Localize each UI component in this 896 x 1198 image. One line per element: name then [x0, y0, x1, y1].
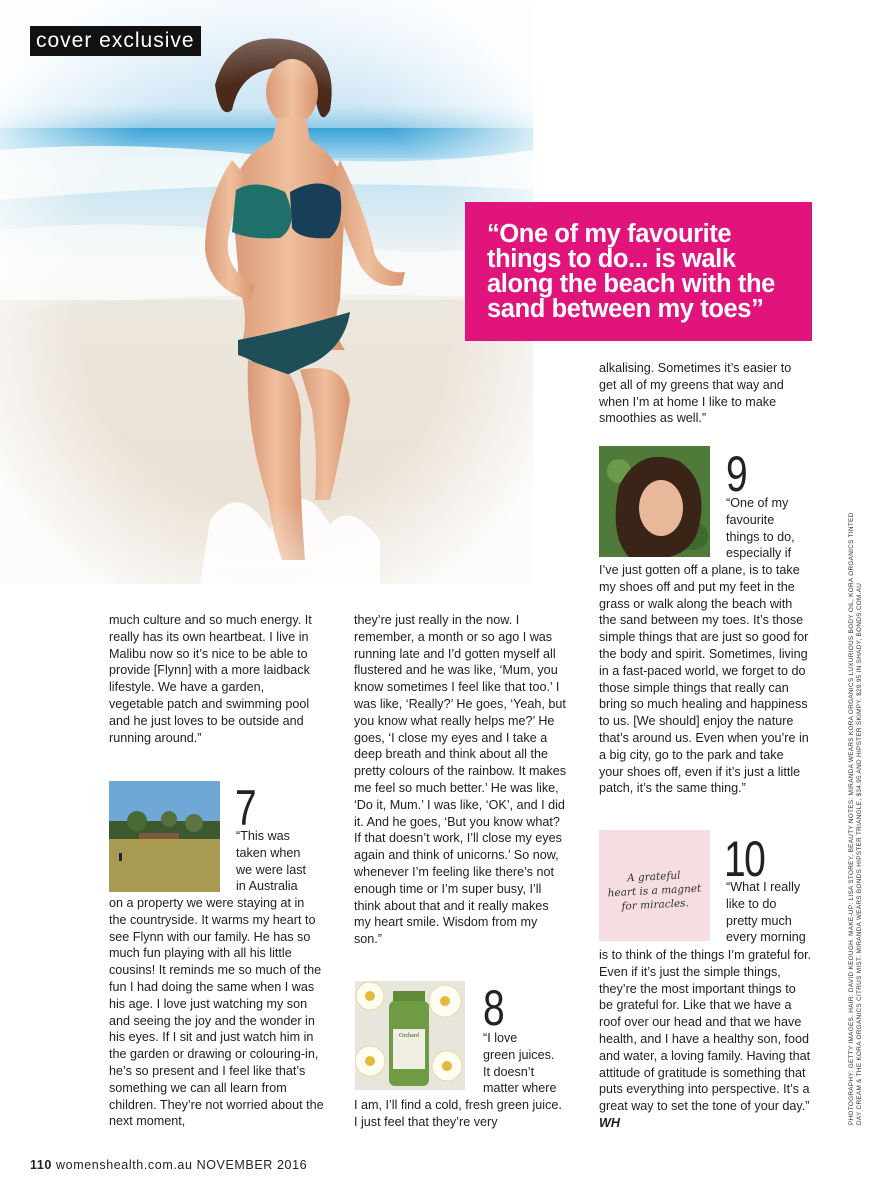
item-8-lead-line: green juices.: [483, 1047, 555, 1062]
item-7-number: 7: [235, 780, 256, 836]
item-9-body: [599, 562, 811, 797]
gratitude-quote: [599, 867, 710, 915]
column-2-body-text: they’re just really in the now. I remember, a month or so ago I was running late and I’d gotten myself all flustered and he was like, ‘Mum, you know sometimes I feel like that too.’ I was like, ‘Really?’ He goes, ‘Yeah, but you know what really helps me?’ He goes, ‘I close my eyes and I take a deep breath and think about all the pretty colours of the rainbow. It makes me feel so much better.’ He was like, ‘Do it, Mum.’ I was like, ‘OK’, and I did it. And he goes, ‘But you know what? If that doesn’t work, I’ll close my eyes again and think of unicorns.’ So now, whenever I’m feeling like there’s not enough time or I’m super busy, I’ll think about that and it really makes my heart smile. Wisdom from my son.”: [354, 613, 567, 947]
gratitude-quote-line: for miracles.: [621, 897, 690, 913]
item-9-body-text: I’ve just gotten off a plane, is to take my shoes off and put my feet in the grass or walk along the beach with the sand between my toes. It’s those simple things that are just so good for the body and spirit. Sometimes, living in a fast-paced world, we forget to do those simple things that really can bring so much healing and happiness to us. [We should] enjoy the nature that’s around us. Even when you’re in a big city, go to the park and take your shoes off, even if it’s just a little patch, it’s the same thing.”: [599, 563, 809, 796]
item-8-number: 8: [483, 980, 504, 1036]
item-10-lead-line: like to do: [726, 896, 777, 911]
footer-issue: NOVEMBER 2016: [196, 1158, 308, 1172]
item-8-body-text: I am, I’ll find a cold, fresh green juice. I just feel that they’re very: [354, 1098, 562, 1129]
item-7-lead-line: taken when: [236, 845, 301, 860]
item-8-lead: [483, 1030, 573, 1097]
item-8-photo: [355, 981, 465, 1090]
item-7-body-text: on a property we were staying at in the countryside. It warms my heart to see Flynn with our family. He has so much fun playing with all his little cousins! It reminds me so much of the fun I had doing the same when I was his age. I love just watching my son and seeing the joy and the wonder in his eyes. If I sit and just watch him in the garden or drawing or colouring-in, he’s so present and I feel like that’s something we can all learn from children. They’re not worried about the next moment,: [109, 896, 324, 1129]
item-9-lead-line: “One of my: [726, 496, 789, 510]
photo-credits: PHOTOGRAPHY: GETTY IMAGES. HAIR: DAVID KEOUGH. MAKE-UP: LISA STOREY. BEAUTY NOTES: MIRANDA WEARS KORA ORGANICS LUXURIOUS BODY OIL, KORA ORGANICS TINTED DAY CREAM & THE KORA ORGANICS CITRUS MIST. MIRANDA WEARS BONDS HIPSTER TRIANGLE, $34.95 AND HIPSTER SKIMPY, $29.95 IN SHADY, BONDS.COM.AU: [848, 512, 863, 1125]
item-10-body-text: [599, 947, 813, 1132]
column-1-intro-text: much culture and so much energy. It really has its own heartbeat. I live in Malibu now so it’s nice to be able to provide [Flynn] with a more laidback lifestyle. We have a garden, vegetable patch and swimming pool and he just loves to be outside and running around.”: [109, 613, 312, 745]
item-8-lead-line: matter where: [483, 1081, 557, 1096]
footer-site: womenshealth.com.au: [56, 1158, 193, 1172]
item-7-lead-line: we were last: [236, 862, 306, 877]
column-2-text: [354, 612, 567, 948]
gratitude-quote-line: heart is a magnet: [607, 882, 702, 900]
pull-quote-text: “One of my favourite things to do... is walk along the beach with the sand between my toes”: [487, 220, 775, 323]
item-10-lead-line: every morning: [726, 930, 806, 945]
item-8-body: [354, 1097, 566, 1131]
item-10-lead-line: “What I really: [726, 880, 801, 894]
column-1-intro: [109, 612, 321, 746]
item-10-lead: [726, 879, 818, 946]
beach-illustration: [0, 0, 533, 584]
gratitude-quote-line: A grateful: [626, 869, 681, 885]
selfie-photo: [599, 446, 710, 557]
item-9-lead: [726, 495, 816, 562]
page-number: 110: [30, 1158, 52, 1172]
item-7-photo: [109, 781, 220, 892]
item-10-number: 10: [724, 831, 765, 887]
item-7-lead: [236, 828, 326, 895]
pull-quote-box: [465, 202, 812, 341]
hero-photo: [0, 0, 533, 584]
item-9-photo: [599, 446, 710, 557]
item-9-number: 9: [726, 446, 747, 502]
item-10-card: [599, 830, 710, 941]
page-footer: [30, 1158, 307, 1172]
wh-signoff: WH: [599, 1115, 620, 1130]
column-3-top: [599, 360, 809, 427]
bottle-label: Orchard: [399, 1033, 419, 1039]
item-7-lead-line: in Australia: [236, 879, 298, 894]
section-tag: cover exclusive: [30, 26, 201, 56]
item-10-body-words: is to think of the things I’m grateful for. Even if it’s just the simple things, they’re the most important things to be grateful for. Like that we have a roof over our head and that we have health, and I have a healthy son, food and water, a loving family. Having that attitude of gratitude is something that puts everything into perspective. It’s a great way to set the tone of your day.”: [599, 948, 812, 1114]
item-10-lead-line: pretty much: [726, 913, 792, 928]
item-8-lead-line: It doesn’t: [483, 1064, 535, 1079]
item-7-body: [109, 895, 324, 1130]
item-9-lead-line: favourite: [726, 512, 775, 527]
item-7-lead-line: “This was: [236, 829, 290, 843]
countryside-photo: [109, 781, 220, 892]
item-8-lead-line: “I love: [483, 1031, 518, 1045]
column-3-top-text: alkalising. Sometimes it’s easier to get all of my greens that way and when I’m at home I like to make smoothies as well.”: [599, 361, 792, 426]
item-9-lead-line: things to do,: [726, 529, 795, 544]
item-9-lead-line: especially if: [726, 546, 792, 561]
item-10-body: [599, 947, 813, 1132]
